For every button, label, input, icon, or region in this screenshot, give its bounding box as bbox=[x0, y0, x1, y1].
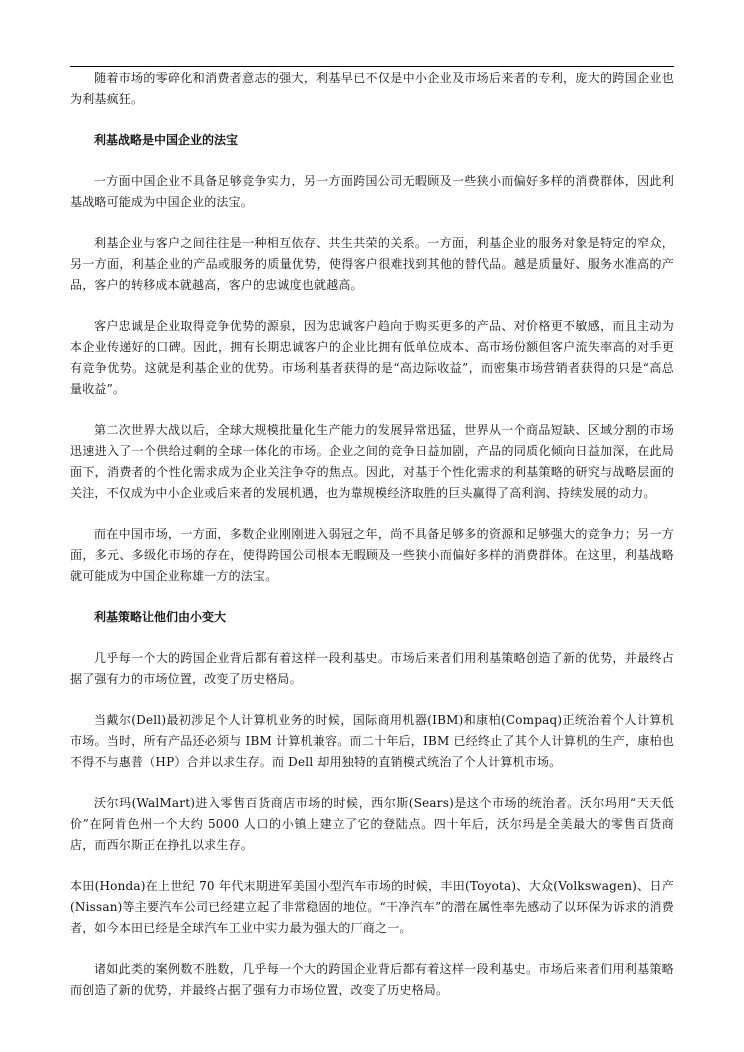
paragraph-5: 第二次世界大战以后，全球大规模批量化生产能力的发展异常迅猛，世界从一个商品短缺、区域分割的市场迅速进入了一个供给过剩的全球一体化的市场。企业之间的竞争日益加剧，产品的同质化倾向日益加深，在此局面下，消费者的个性化需求成为企业关注争夺的焦点。因此，对基于个性化需求的利基策略的研究与战略层面的关注，不仅成为中小企业或后来者的发展机遇，也为靠规模经济取胜的巨头赢得了高利润、持续发展的动力。 bbox=[70, 423, 674, 500]
paragraph-6: 而在中国市场，一方面，多数企业刚刚进入弱冠之年，尚不具备足够多的资源和足够强大的竞争力；另一方面，多元、多级化市场的存在，使得跨国公司根本无暇顾及一些狭小而偏好多样的消费群体。在这里，利基战略就可能成为中国企业称雄一方的法宝。 bbox=[70, 527, 674, 583]
section-heading-2: 利基策略让他们由小变大 bbox=[94, 610, 227, 624]
section-heading-1: 利基战略是中国企业的法宝 bbox=[94, 133, 239, 147]
paragraph-10: 本田(Honda)在上世纪 70 年代末期进军美国小型汽车市场的时候，丰田(Toyota)、大众(Volkswagen)、日产(Nissan)等主要汽车公司已经建立起了非常稳固的地位。“干净汽车”的潜在属性率先感动了以环保为诉求的消费者，如今本田已经是全球汽车工业中实力最为强大的厂商之一。 bbox=[70, 879, 674, 935]
paragraph-2: 一方面中国企业不具备足够竞争实力，另一方面跨国公司无暇顾及一些狭小而偏好多样的消费群体，因此利基战略可能成为中国企业的法宝。 bbox=[70, 174, 674, 209]
paragraph-8: 当戴尔(Dell)最初涉足个人计算机业务的时候，国际商用机器(IBM)和康柏(Compaq)正统治着个人计算机市场。当时，所有产品还必须与 IBM 计算机兼容。而二十年后，IBM 已经终止了其个人计算机的生产，康柏也不得不与惠普（HP）合并以求生存。而 Dell 却用独特的直销模式统治了个人计算机市场。 bbox=[70, 713, 674, 769]
header-rule bbox=[70, 66, 674, 67]
document-body bbox=[70, 68, 674, 1021]
paragraph-4: 客户忠诚是企业取得竞争优势的源泉，因为忠诚客户趋向于购买更多的产品、对价格更不敏感，而且主动为本企业传递好的口碑。因此，拥有长期忠诚客户的企业比拥有低单位成本、高市场份额但客户流失率高的对手更有竞争优势。这就是利基企业的优势。市场利基者获得的是“高边际收益”，而密集市场营销者获得的只是“高总量收益”。 bbox=[70, 319, 674, 396]
paragraph-11: 诸如此类的案例数不胜数，几乎每一个大的跨国企业背后都有着这样一段利基史。市场后来者们用利基策略而创造了新的优势，并最终占据了强有力市场位置，改变了历史格局。 bbox=[70, 962, 674, 997]
paragraph-3: 利基企业与客户之间往往是一种相互依存、共生共荣的关系。一方面，利基企业的服务对象是特定的窄众，另一方面，利基企业的产品或服务的质量优势，使得客户很难找到其他的替代品。越是质量好、服务水准高的产品，客户的转移成本就越高，客户的忠诚度也就越高。 bbox=[70, 236, 674, 292]
paragraph-9: 沃尔玛(WalMart)进入零售百货商店市场的时候，西尔斯(Sears)是这个市场的统治者。沃尔玛用“天天低价”在阿肯色州一个大约 5000 人口的小镇上建立了它的登陆点。四十年后，沃尔玛是全美最大的零售百货商店，而西尔斯正在挣扎以求生存。 bbox=[70, 796, 674, 852]
paragraph-intro: 随着市场的零碎化和消费者意志的强大，利基早已不仅是中小企业及市场后来者的专利，庞大的跨国企业也为利基疯狂。 bbox=[70, 71, 674, 106]
paragraph-7: 几乎每一个大的跨国企业背后都有着这样一段利基史。市场后来者们用利基策略创造了新的优势，并最终占据了强有力的市场位置，改变了历史格局。 bbox=[70, 651, 674, 686]
